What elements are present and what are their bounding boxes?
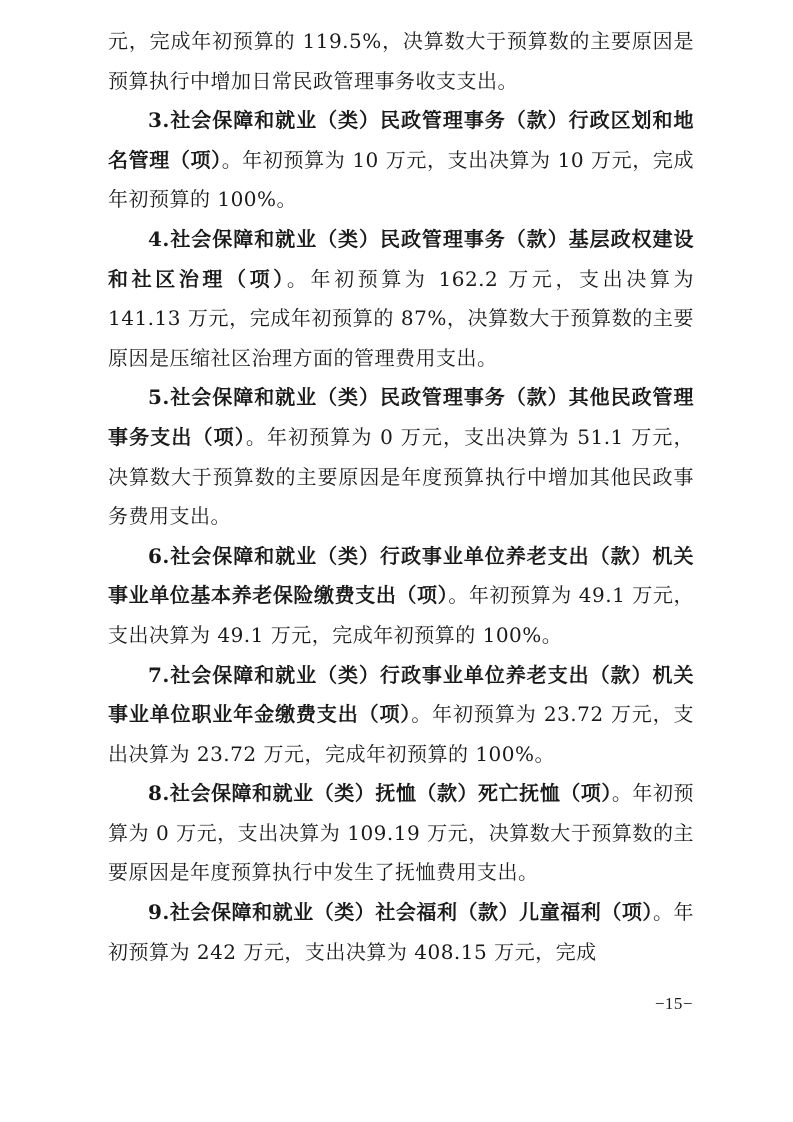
paragraph-text: 。年初预算为 10 万元，支出决算为 10 万元，完成年初预算的 100%。 bbox=[108, 147, 695, 212]
paragraph-item-7 bbox=[108, 656, 694, 775]
paragraph-text: 。年初预算为 162.2 万元，支出决算为 141.13 万元，完成年初预算的 87%，决算数大于预算数的主要原因是压缩社区治理方面的管理费用支出。 bbox=[108, 266, 694, 370]
paragraph-item-8 bbox=[108, 774, 694, 893]
paragraph-text: 元，完成年初预算的 119.5%，决算数大于预算数的主要原因是预算执行中增加日常民政管理事务收支支出。 bbox=[108, 29, 694, 93]
paragraph-heading: 4.社会保障和就业（类）民政管理事务（款）基层政权建设和社区治理（项） bbox=[108, 226, 694, 291]
paragraph-heading: 5.社会保障和就业（类）民政管理事务（款）其他民政管理事务支出（项） bbox=[108, 385, 694, 449]
paragraph-item-9 bbox=[108, 893, 694, 972]
paragraph-text: 。年初预算为 0 万元，支出决算为 109.19 万元，决算数大于预算数的主要原因是年度预算执行中发生了抚恤费用支出。 bbox=[108, 781, 695, 885]
paragraph-heading: 6.社会保障和就业（类）行政事业单位养老支出（款）机关事业单位基本养老保险缴费支出（项） bbox=[108, 543, 694, 608]
paragraph-text: 。年初预算为 0 万元，支出决算为 51.1 万元，决算数大于预算数的主要原因是年度预算执行中增加其他民政事务费用支出。 bbox=[108, 424, 694, 529]
document-body bbox=[108, 22, 694, 972]
paragraph-continuation bbox=[108, 22, 694, 101]
paragraph-item-5 bbox=[108, 378, 694, 536]
paragraph-text: 。年初预算为 242 万元，支出决算为 408.15 万元，完成 bbox=[108, 900, 694, 964]
paragraph-heading: 3.社会保障和就业（类）民政管理事务（款）行政区划和地名管理（项） bbox=[108, 108, 694, 172]
paragraph-text: 。年初预算为 23.72 万元，支出决算为 23.72 万元，完成年初预算的 100%。 bbox=[108, 702, 694, 766]
paragraph-heading: 7.社会保障和就业（类）行政事业单位养老支出（款）机关事业单位职业年金缴费支出（项） bbox=[108, 662, 694, 727]
paragraph-item-4 bbox=[108, 220, 694, 378]
paragraph-heading: 9.社会保障和就业（类）社会福利（款）儿童福利（项） bbox=[148, 900, 653, 925]
page-number: −15− bbox=[654, 994, 693, 1013]
paragraph-item-3 bbox=[108, 101, 694, 220]
paragraph-item-6 bbox=[108, 537, 694, 656]
paragraph-text: 。年初预算为 49.1 万元，支出决算为 49.1 万元，完成年初预算的 100%。 bbox=[108, 583, 694, 647]
paragraph-heading: 8.社会保障和就业（类）抚恤（款）死亡抚恤（项） bbox=[148, 781, 612, 806]
